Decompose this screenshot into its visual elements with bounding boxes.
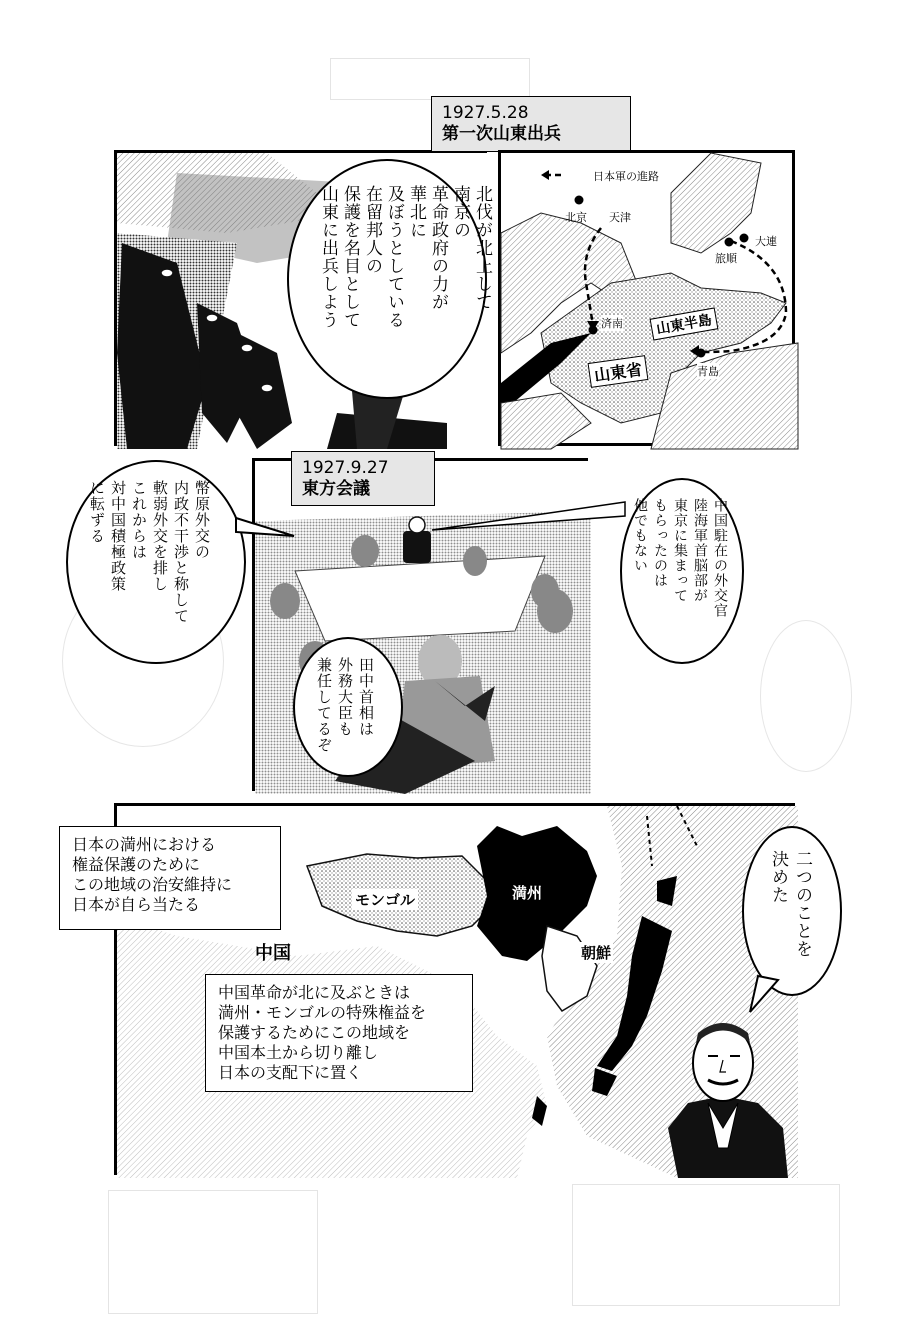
city-dalian: 大連 — [755, 235, 777, 248]
speech-northern-expedition: 北伐が北上して 南京の 革命政府の力が 華北に 及ぼうとしている 在留邦人の 保護を名目として 山東に出兵しよう — [318, 185, 492, 329]
speech-bubble-policy — [66, 460, 246, 664]
caption-eastern-conference — [291, 451, 435, 506]
label-shandong-province: 山東省 — [588, 355, 649, 388]
legend-japanese-army-route: 日本軍の進路 — [593, 170, 659, 183]
speech-bubble-tanaka — [293, 637, 403, 777]
tanaka-portrait — [648, 1008, 798, 1178]
guide-box — [108, 1190, 318, 1314]
speech-diplomats-gathered: 中国駐在の外交官 陸海軍首脳部が 東京に集まって もらったのは 他でもない — [632, 498, 728, 618]
note-box-security: 日本の満州における 権益保護のために この地域の治安維持に 日本が自ら当たる — [59, 826, 281, 930]
label-china: 中国 — [255, 943, 291, 964]
speech-bubble-troops — [287, 159, 492, 399]
panel-shandong-map — [498, 150, 795, 446]
guide-box — [572, 1184, 840, 1306]
caption-title: 東方会議 — [302, 479, 370, 499]
note-box-separation: 中国革命が北に及ぶときは 満州・モンゴルの特殊権益を 保護するためにこの地域を 中国本土から切り離し 日本の支配下に置く — [205, 974, 473, 1092]
panel-troops-photo — [114, 150, 492, 446]
city-jinan: 済南 — [601, 317, 623, 330]
bubble-tail-decided — [748, 976, 788, 1016]
speech-shidehara-diplomacy: 幣原外交の 内政不干渉と称して 軟弱外交を排し これからは 対中国積極政策 に転ずる — [88, 480, 211, 624]
label-korea: 朝鮮 — [581, 944, 612, 962]
caption-date: 1927.5.28 — [442, 103, 529, 123]
caption-title: 第一次山東出兵 — [442, 124, 561, 144]
guide-box — [330, 58, 530, 100]
speech-bubble-summoned — [620, 478, 744, 664]
speech-tanaka-foreign-minister: 田中首相は 外務大臣も 兼任してるぞ — [315, 657, 375, 753]
city-qingdao: 青島 — [697, 365, 719, 378]
label-shandong-peninsula: 山東半島 — [650, 307, 719, 340]
label-mongolia: モンゴル — [352, 889, 418, 910]
caption-date: 1927.9.27 — [302, 458, 389, 478]
city-beijing: 北京 — [565, 211, 587, 224]
bubble-tail-right — [430, 500, 630, 540]
city-lushun: 旅順 — [715, 252, 737, 265]
city-tianjin: 天津 — [609, 211, 631, 224]
label-manchuria: 満州 — [509, 882, 545, 903]
panel-east-asia-map — [72, 803, 795, 1175]
shandong-map — [501, 153, 798, 449]
bubble-tail-left — [236, 512, 296, 542]
speech-two-decisions: 二つのことを 決めた — [768, 850, 812, 958]
caption-shandong-expedition — [431, 96, 631, 152]
guide-oval — [760, 620, 852, 772]
speech-bubble-decided — [742, 826, 842, 996]
